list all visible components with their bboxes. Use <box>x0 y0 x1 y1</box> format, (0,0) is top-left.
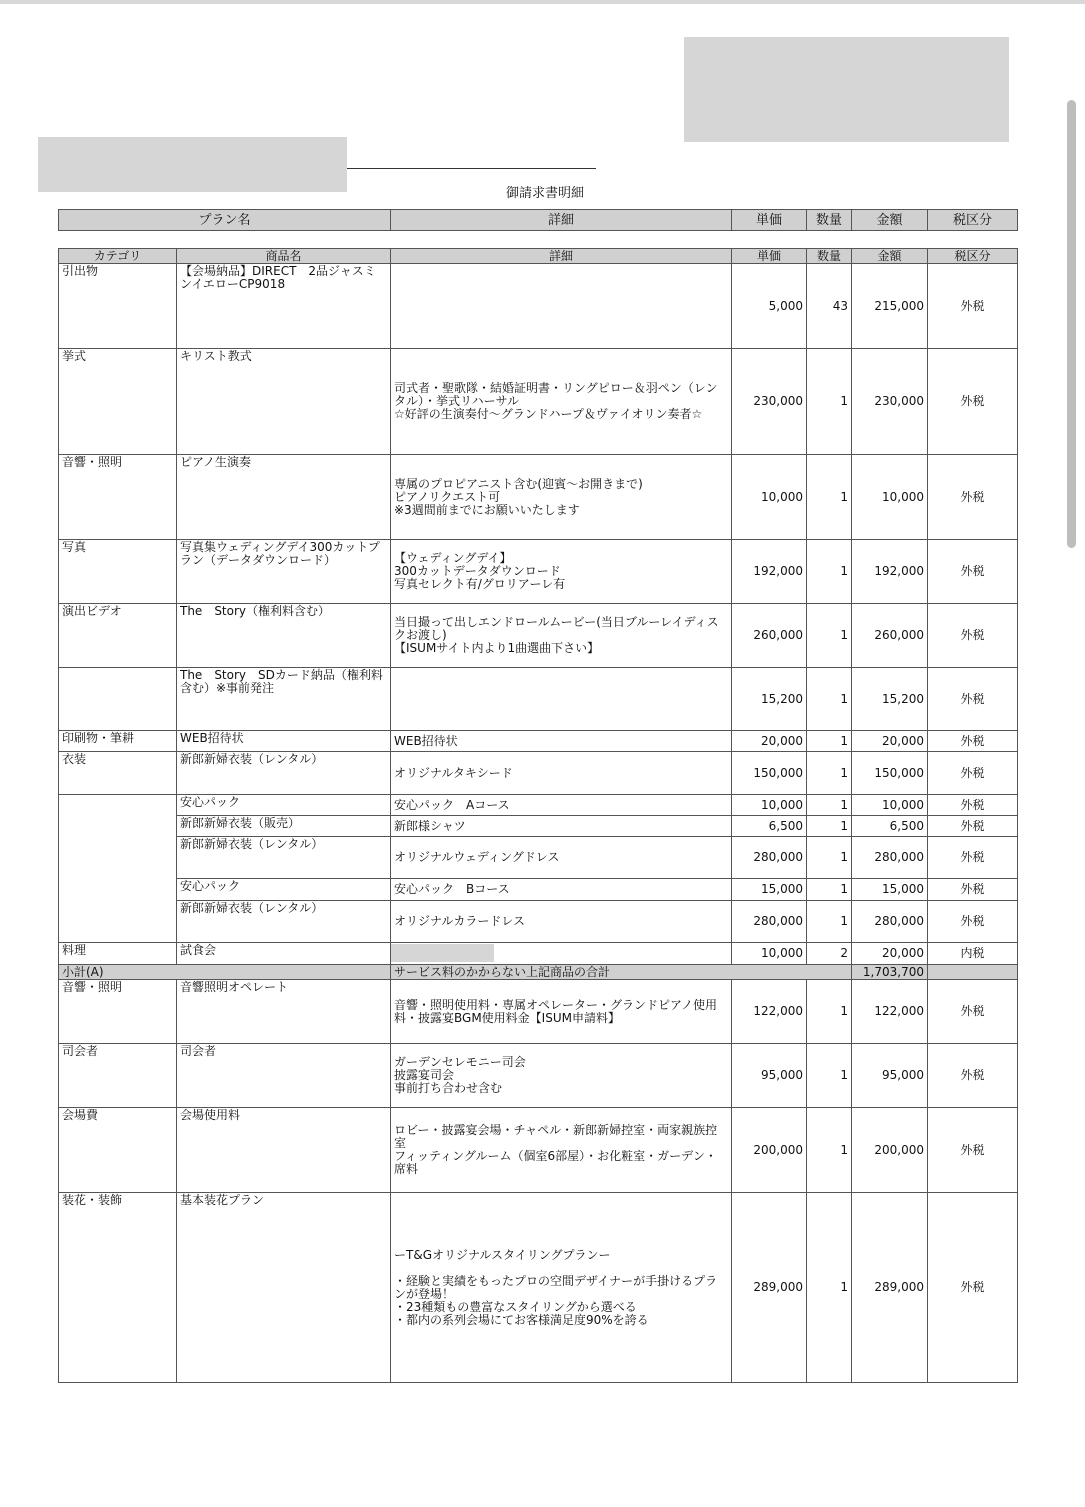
qty-cell: 43 <box>807 264 852 349</box>
qty-cell: 1 <box>807 1108 852 1193</box>
subtotal-label: 小計(A) <box>59 965 391 980</box>
table-row <box>59 668 1018 731</box>
subtotal-row <box>59 965 1018 980</box>
document-title: 御請求書明細 <box>505 186 584 201</box>
qty-cell: 1 <box>807 879 852 901</box>
amount-cell: 10,000 <box>852 795 928 816</box>
tax-cell: 内税 <box>928 943 1018 965</box>
plan-header-qty: 数量 <box>807 210 852 231</box>
unit-price-cell: 5,000 <box>732 264 807 349</box>
product-name-cell: ピアノ生演奏 <box>177 455 391 540</box>
amount-cell: 280,000 <box>852 901 928 943</box>
detail-cell: ロビー・披露宴会場・チャペル・新郎新婦控室・両家親族控室 フィッティングルーム（個室6部屋）・お化粧室・ガーデン・席料 <box>391 1108 732 1193</box>
table-row <box>59 455 1018 540</box>
category-cell <box>59 795 177 816</box>
detail-cell <box>391 264 732 349</box>
plan-table <box>58 209 1018 231</box>
detail-cell: WEB招待状 <box>391 731 732 752</box>
tax-cell: 外税 <box>928 795 1018 816</box>
detail-cell: 司式者・聖歌隊・結婚証明書・リングピロー＆羽ペン（レンタル）・挙式リハーサル ☆好評の生演奏付～グランドハープ＆ヴァイオリン奏者☆ <box>391 349 732 455</box>
header-amount: 金額 <box>852 249 928 264</box>
table-row <box>59 901 1018 943</box>
header-detail: 詳細 <box>391 249 732 264</box>
unit-price-cell: 289,000 <box>732 1193 807 1383</box>
tax-cell: 外税 <box>928 1193 1018 1383</box>
unit-price-cell: 15,200 <box>732 668 807 731</box>
qty-cell: 1 <box>807 731 852 752</box>
product-name-cell: 新郎新婦衣装（レンタル） <box>177 901 391 943</box>
amount-cell: 20,000 <box>852 943 928 965</box>
qty-cell: 1 <box>807 901 852 943</box>
qty-cell: 1 <box>807 1193 852 1383</box>
detail-cell <box>391 943 732 965</box>
amount-cell: 122,000 <box>852 980 928 1044</box>
header-qty: 数量 <box>807 249 852 264</box>
items-table <box>58 248 1018 1383</box>
items-header-row <box>59 249 1018 264</box>
qty-cell: 1 <box>807 752 852 795</box>
unit-price-cell: 150,000 <box>732 752 807 795</box>
amount-cell: 192,000 <box>852 540 928 604</box>
plan-header-unit-price: 単価 <box>732 210 807 231</box>
product-name-cell: The Story（権利料含む） <box>177 604 391 668</box>
amount-cell: 230,000 <box>852 349 928 455</box>
table-row <box>59 731 1018 752</box>
detail-cell: 専属のプロピアニスト含む(迎賓～お開きまで) ピアノリクエスト可 ※3週間前までにお願いいたします <box>391 455 732 540</box>
amount-cell: 215,000 <box>852 264 928 349</box>
unit-price-cell: 280,000 <box>732 837 807 879</box>
category-cell: 音響・照明 <box>59 980 177 1044</box>
product-name-cell: 写真集ウェディングデイ300カットプラン（データダウンロード） <box>177 540 391 604</box>
amount-cell: 200,000 <box>852 1108 928 1193</box>
product-name-cell: WEB招待状 <box>177 731 391 752</box>
category-cell: 写真 <box>59 540 177 604</box>
detail-cell: オリジナルタキシード <box>391 752 732 795</box>
redacted-block-top-right <box>684 37 1009 142</box>
table-row <box>59 837 1018 879</box>
detail-cell: オリジナルウェディングドレス <box>391 837 732 879</box>
qty-cell: 1 <box>807 1044 852 1108</box>
qty-cell: 1 <box>807 455 852 540</box>
tax-cell: 外税 <box>928 1108 1018 1193</box>
tax-cell: 外税 <box>928 980 1018 1044</box>
product-name-cell: 試食会 <box>177 943 391 965</box>
unit-price-cell: 122,000 <box>732 980 807 1044</box>
table-row <box>59 752 1018 795</box>
tax-cell: 外税 <box>928 901 1018 943</box>
header-tax: 税区分 <box>928 249 1018 264</box>
amount-cell: 280,000 <box>852 837 928 879</box>
amount-cell: 15,200 <box>852 668 928 731</box>
product-name-cell: The Story SDカード納品（権利料含む）※事前発注 <box>177 668 391 731</box>
tax-cell: 外税 <box>928 837 1018 879</box>
tax-cell: 外税 <box>928 731 1018 752</box>
amount-cell: 10,000 <box>852 455 928 540</box>
table-row <box>59 540 1018 604</box>
category-cell: 装花・装飾 <box>59 1193 177 1383</box>
product-name-cell: 基本装花プラン <box>177 1193 391 1383</box>
qty-cell: 1 <box>807 980 852 1044</box>
tax-cell: 外税 <box>928 752 1018 795</box>
scrollbar[interactable] <box>1067 100 1076 548</box>
table-row <box>59 264 1018 349</box>
unit-price-cell: 200,000 <box>732 1108 807 1193</box>
category-cell <box>59 816 177 837</box>
name-underline <box>347 168 596 169</box>
amount-cell: 289,000 <box>852 1193 928 1383</box>
product-name-cell: 【会場納品】DIRECT 2品ジャスミンイエローCP9018 <box>177 264 391 349</box>
category-cell <box>59 879 177 901</box>
tax-cell: 外税 <box>928 455 1018 540</box>
category-cell: 挙式 <box>59 349 177 455</box>
product-name-cell: 司会者 <box>177 1044 391 1108</box>
amount-cell: 15,000 <box>852 879 928 901</box>
table-row <box>59 943 1018 965</box>
qty-cell: 2 <box>807 943 852 965</box>
qty-cell: 1 <box>807 349 852 455</box>
table-row <box>59 816 1018 837</box>
detail-cell: オリジナルカラードレス <box>391 901 732 943</box>
category-cell <box>59 901 177 943</box>
tax-cell: 外税 <box>928 668 1018 731</box>
detail-cell: 音響・照明使用料・専属オペレーター・グランドピアノ使用料・披露宴BGM使用料金【ISUM申請料】 <box>391 980 732 1044</box>
product-name-cell: 安心パック <box>177 879 391 901</box>
tax-cell: 外税 <box>928 349 1018 455</box>
unit-price-cell: 280,000 <box>732 901 807 943</box>
subtotal-note: サービス料のかからない上記商品の合計 <box>391 965 852 980</box>
qty-cell: 1 <box>807 795 852 816</box>
unit-price-cell: 6,500 <box>732 816 807 837</box>
qty-cell: 1 <box>807 837 852 879</box>
category-cell: 印刷物・筆耕 <box>59 731 177 752</box>
tax-cell: 外税 <box>928 264 1018 349</box>
amount-cell: 20,000 <box>852 731 928 752</box>
header-product: 商品名 <box>177 249 391 264</box>
tax-cell: 外税 <box>928 540 1018 604</box>
page-edge <box>0 0 1085 4</box>
amount-cell: 6,500 <box>852 816 928 837</box>
tax-cell: 外税 <box>928 816 1018 837</box>
unit-price-cell: 260,000 <box>732 604 807 668</box>
unit-price-cell: 192,000 <box>732 540 807 604</box>
unit-price-cell: 15,000 <box>732 879 807 901</box>
tax-cell: 外税 <box>928 604 1018 668</box>
table-row <box>59 1044 1018 1108</box>
table-row <box>59 604 1018 668</box>
subtotal-tax <box>928 965 1018 980</box>
category-cell: 演出ビデオ <box>59 604 177 668</box>
unit-price-cell: 10,000 <box>732 943 807 965</box>
plan-header-detail: 詳細 <box>391 210 732 231</box>
plan-header-tax: 税区分 <box>928 210 1018 231</box>
redacted-block-left <box>38 137 347 192</box>
subtotal-amount: 1,703,700 <box>852 965 928 980</box>
header-unit-price: 単価 <box>732 249 807 264</box>
plan-header-amount: 金額 <box>852 210 928 231</box>
detail-cell: ーT&Gオリジナルスタイリングプランー ・経験と実績をもったプロの空間デザイナーが手掛けるプランが登場！ ・23種類もの豊富なスタイリングから選べる ・都内の系列会場にてお客様満足度90%を誇る <box>391 1193 732 1383</box>
product-name-cell: 新郎新婦衣装（レンタル） <box>177 837 391 879</box>
product-name-cell: 安心パック <box>177 795 391 816</box>
detail-cell: 安心パック Aコース <box>391 795 732 816</box>
product-name-cell: 新郎新婦衣装（レンタル） <box>177 752 391 795</box>
detail-cell <box>391 668 732 731</box>
category-cell <box>59 837 177 879</box>
detail-cell: 【ウェディングデイ】 300カットデータダウンロード 写真セレクト有/グロリアーレ有 <box>391 540 732 604</box>
category-cell: 会場費 <box>59 1108 177 1193</box>
product-name-cell: 新郎新婦衣装（販売） <box>177 816 391 837</box>
product-name-cell: 会場使用料 <box>177 1108 391 1193</box>
amount-cell: 260,000 <box>852 604 928 668</box>
detail-cell: 新郎様シャツ <box>391 816 732 837</box>
category-cell <box>59 668 177 731</box>
unit-price-cell: 20,000 <box>732 731 807 752</box>
plan-header-plan: プラン名 <box>59 210 391 231</box>
header-category: カテゴリ <box>59 249 177 264</box>
table-row <box>59 980 1018 1044</box>
table-row <box>59 349 1018 455</box>
amount-cell: 150,000 <box>852 752 928 795</box>
qty-cell: 1 <box>807 816 852 837</box>
qty-cell: 1 <box>807 668 852 731</box>
redacted-inline <box>391 944 495 962</box>
unit-price-cell: 10,000 <box>732 455 807 540</box>
unit-price-cell: 230,000 <box>732 349 807 455</box>
category-cell: 料理 <box>59 943 177 965</box>
unit-price-cell: 10,000 <box>732 795 807 816</box>
tax-cell: 外税 <box>928 879 1018 901</box>
detail-cell: 当日撮って出しエンドロールムービー(当日ブルーレイディスクお渡し) 【ISUMサイト内より1曲選曲下さい】 <box>391 604 732 668</box>
category-cell: 音響・照明 <box>59 455 177 540</box>
plan-header-row <box>59 210 1018 231</box>
amount-cell: 95,000 <box>852 1044 928 1108</box>
qty-cell: 1 <box>807 540 852 604</box>
qty-cell: 1 <box>807 604 852 668</box>
table-row <box>59 1193 1018 1383</box>
category-cell: 衣装 <box>59 752 177 795</box>
category-cell: 引出物 <box>59 264 177 349</box>
tax-cell: 外税 <box>928 1044 1018 1108</box>
unit-price-cell: 95,000 <box>732 1044 807 1108</box>
table-row <box>59 1108 1018 1193</box>
product-name-cell: キリスト教式 <box>177 349 391 455</box>
table-row <box>59 795 1018 816</box>
table-row <box>59 879 1018 901</box>
category-cell: 司会者 <box>59 1044 177 1108</box>
product-name-cell: 音響照明オペレート <box>177 980 391 1044</box>
detail-cell: ガーデンセレモニー司会 披露宴司会 事前打ち合わせ含む <box>391 1044 732 1108</box>
detail-cell: 安心パック Bコース <box>391 879 732 901</box>
